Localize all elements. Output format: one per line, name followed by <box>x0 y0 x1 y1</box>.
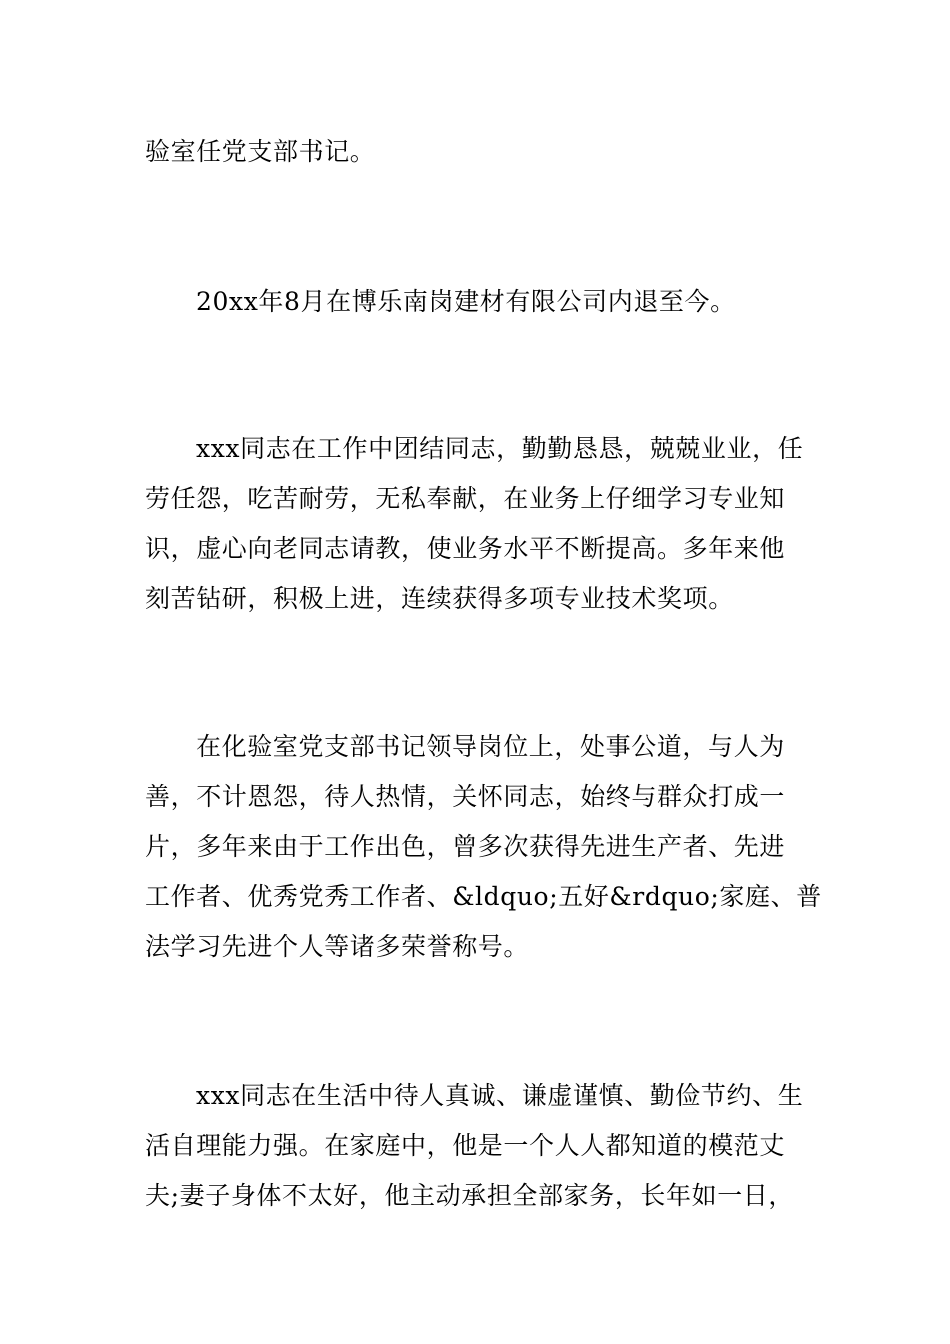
text-line: xxx同志在工作中团结同志，勤勤恳恳，兢兢业业，任 <box>196 434 804 463</box>
text-line: 在化验室党支部书记领导岗位上，处事公道，与人为 <box>196 732 785 761</box>
text-line: 劳任怨，吃苦耐劳，无私奉献，在业务上仔细学习专业知 <box>145 484 786 513</box>
text-line: 活自理能力强。在家庭中，他是一个人人都知道的模范丈 <box>145 1131 786 1160</box>
text-line: 善，不计恩怨，待人热情，关怀同志，始终与群众打成一 <box>145 782 786 811</box>
text-line: 20xx年8月在博乐南岗建材有限公司内退至今。 <box>196 287 736 316</box>
text-line: 工作者、优秀党秀工作者、&ldquo;五好&rdquo;家庭、普 <box>145 882 822 911</box>
text-line: 识，虚心向老同志请教，使业务水平不断提高。多年来他 <box>145 534 786 563</box>
text-line: 验室任党支部书记。 <box>145 137 376 166</box>
text-line: 刻苦钻研，积极上进，连续获得多项专业技术奖项。 <box>145 584 734 613</box>
text-line: 夫;妻子身体不太好，他主动承担全部家务，长年如一日， <box>145 1181 795 1210</box>
text-line: xxx同志在生活中待人真诚、谦虚谨慎、勤俭节约、生 <box>196 1081 804 1110</box>
text-line: 片，多年来由于工作出色，曾多次获得先进生产者、先进 <box>145 832 786 861</box>
text-line: 法学习先进个人等诸多荣誉称号。 <box>145 932 530 961</box>
